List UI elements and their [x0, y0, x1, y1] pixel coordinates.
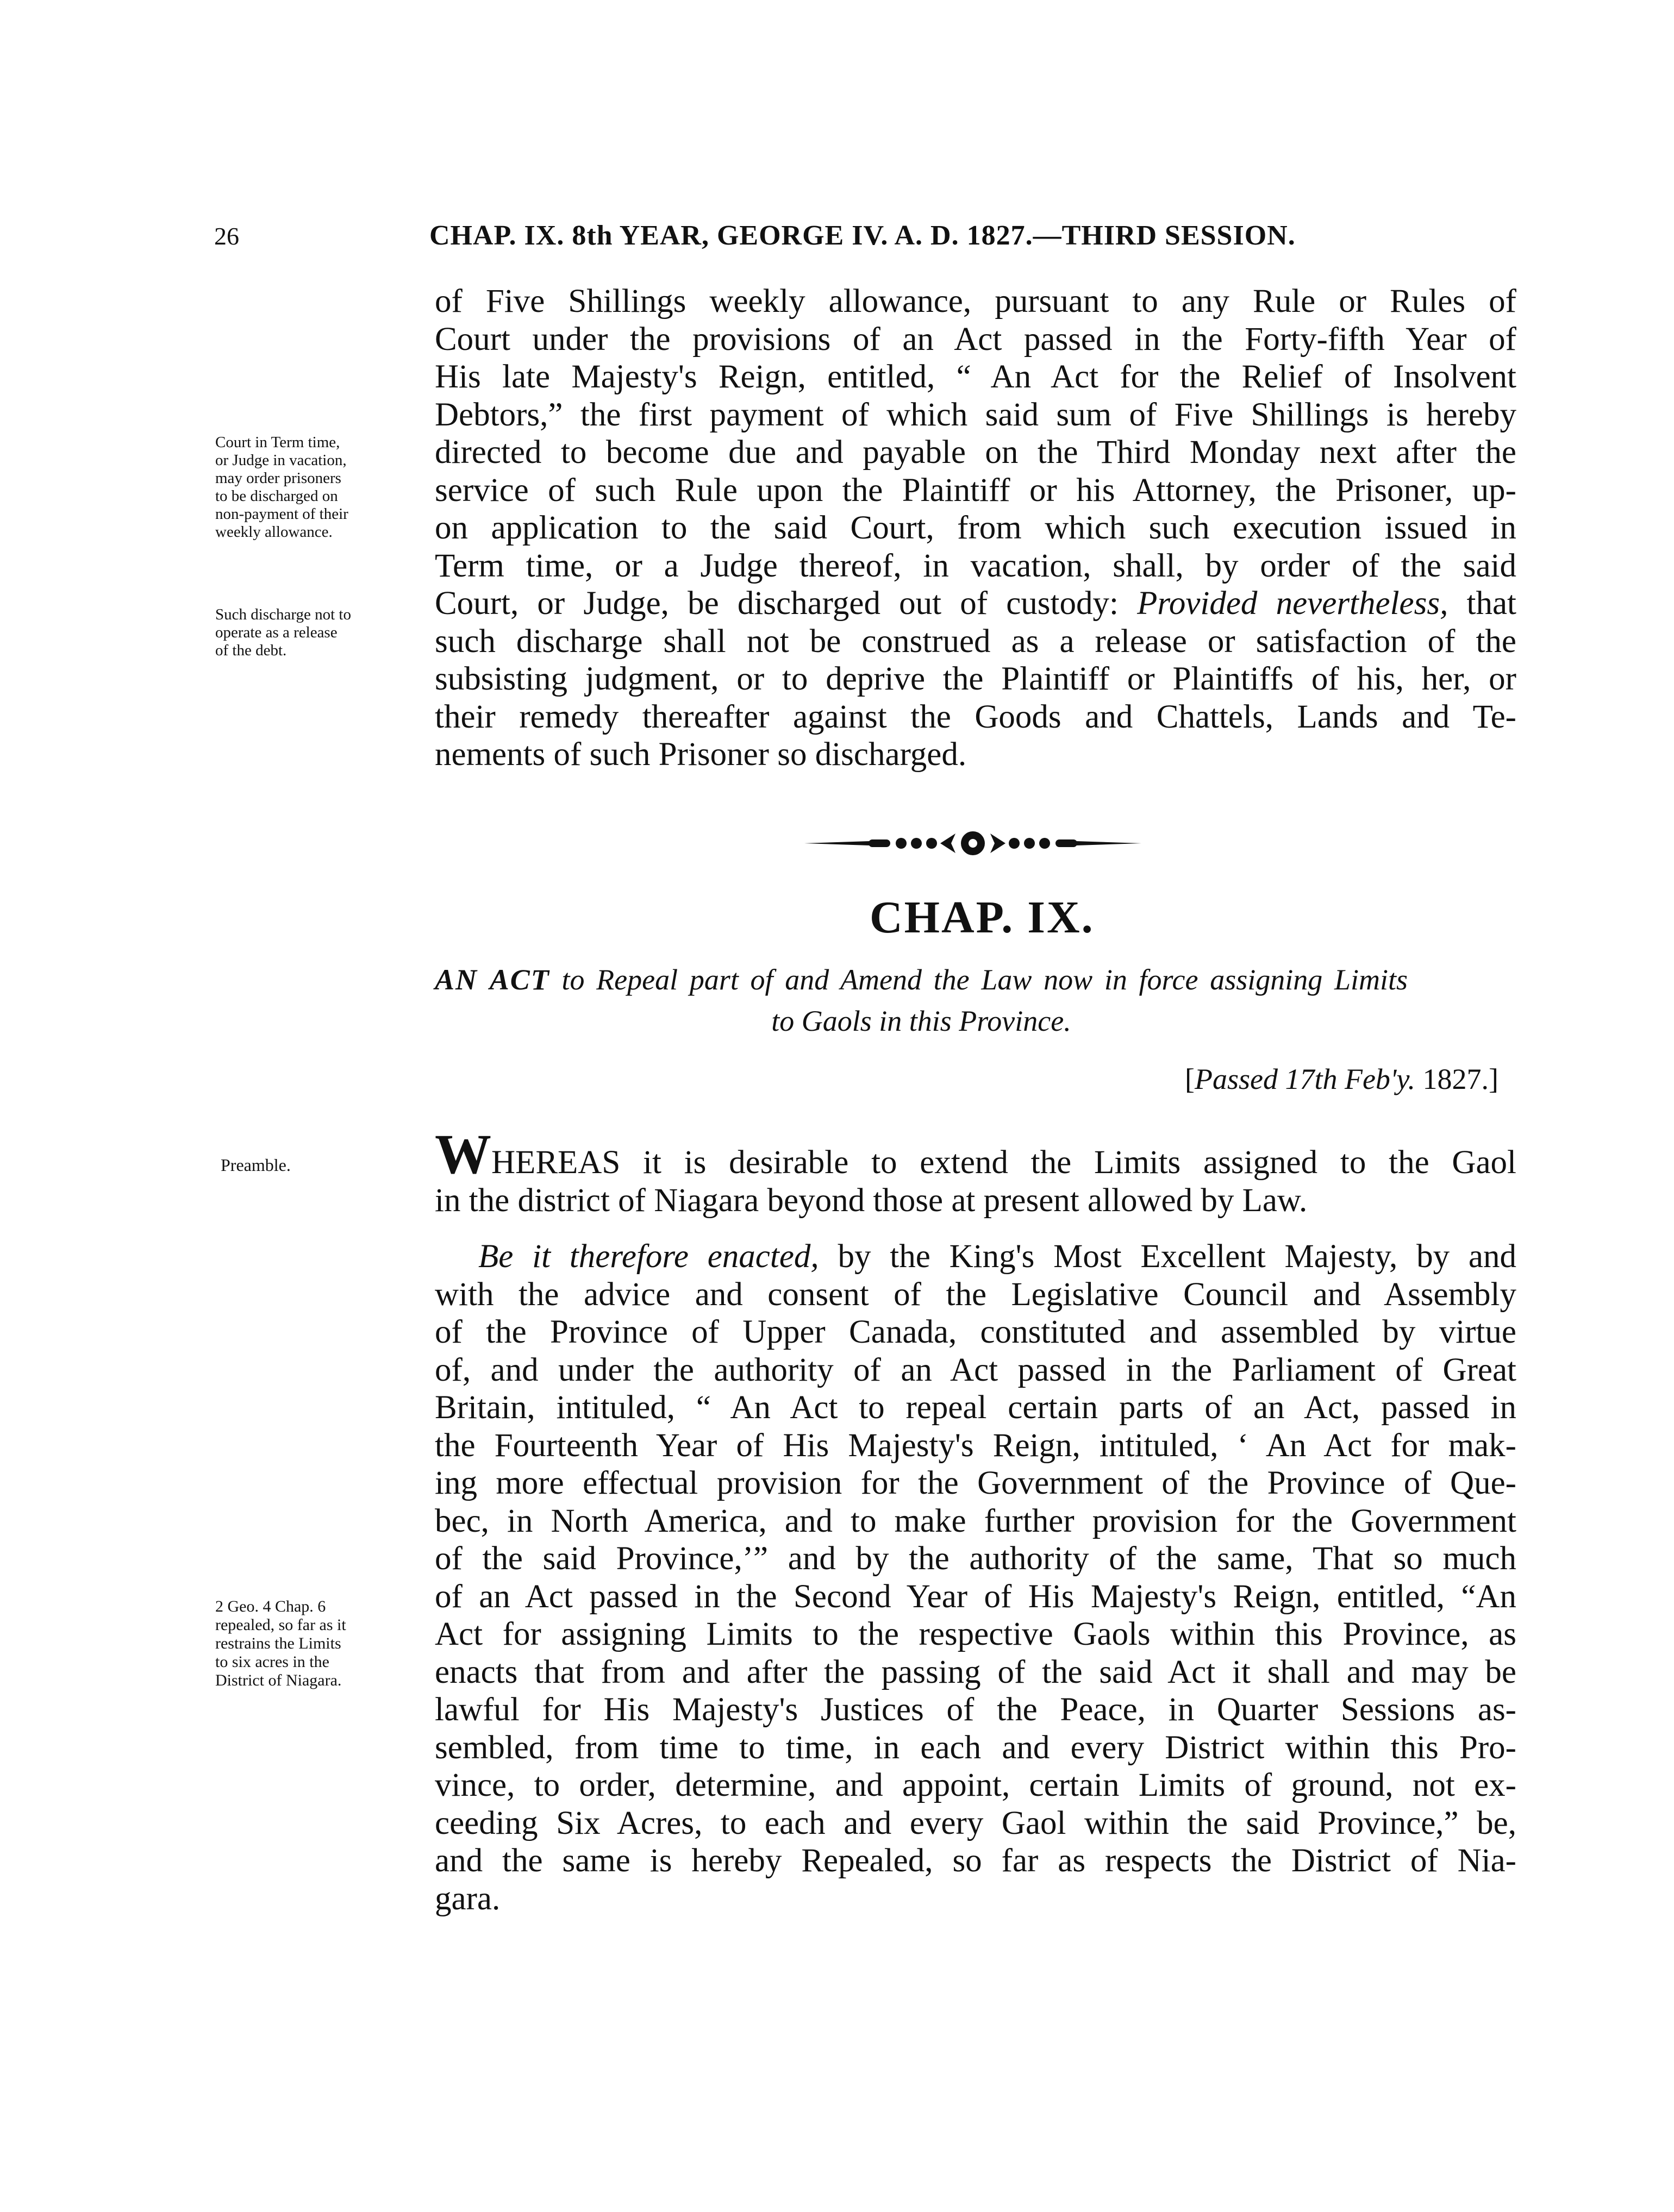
passed-year: 1827.]: [1415, 1063, 1498, 1095]
passed-date: [1185, 1062, 1498, 1096]
act-title: [435, 959, 1408, 1042]
text-line: [435, 1238, 1516, 1276]
margin-note-court-discharge: [215, 434, 348, 541]
text-line: sembled, from time to time, in each and every District within this Pro-: [435, 1729, 1516, 1766]
text-line: ing more effectual provision for the Government of the Province of Que-: [435, 1465, 1516, 1501]
text-line: such discharge shall not be construed as a release or satisfaction of the: [435, 623, 1516, 660]
enacting-clause: Be it therefore enacted,: [478, 1238, 819, 1275]
text-line: of, and under the authority of an Act passed in the Parliament of Great: [435, 1351, 1516, 1388]
preamble-paragraph: [435, 1123, 1516, 1219]
note-line: 2 Geo. 4 Chap. 6: [215, 1597, 326, 1615]
act-title-line: to Gaols in this Province.: [771, 1005, 1071, 1037]
running-head: CHAP. IX. 8th YEAR, GEORGE IV. A. D. 1827.—THIRD SESSION.: [429, 220, 1296, 251]
text-line: vince, to order, determine, and appoint, certain Limits of ground, not ex-: [435, 1767, 1516, 1803]
text-line: service of such Rule upon the Plaintiff or his Attorney, the Prisoner, up-: [435, 472, 1516, 509]
text-line: bec, in North America, and to make further provision for the Government: [435, 1502, 1516, 1539]
drop-cap: W: [435, 1123, 491, 1186]
text-line: Court under the provisions of an Act passed in the Forty-fifth Year of: [435, 321, 1516, 358]
text-line: [435, 585, 1516, 623]
note-line: non-payment of their: [215, 505, 348, 523]
note-line: to be discharged on: [215, 487, 338, 505]
note-line: or Judge in vacation,: [215, 452, 347, 469]
text-line: nements of such Prisoner so discharged.: [435, 736, 967, 773]
enacting-paragraph: [435, 1238, 1516, 1918]
text-line: lawful for His Majesty's Justices of the Peace, in Quarter Sessions as-: [435, 1691, 1516, 1728]
proviso-italic: Provided nevertheless,: [1137, 585, 1448, 622]
margin-note-repeal: [215, 1597, 346, 1690]
text-line: His late Majesty's Reign, entitled, “ An Act for the Relief of Insolvent: [435, 359, 1516, 395]
text-line: with the advice and consent of the Legislative Council and Assembly: [435, 1276, 1516, 1313]
text-line: in the district of Niagara beyond those at present allowed by Law.: [435, 1182, 1308, 1219]
text-segment: Court, or Judge, be discharged out of custody:: [435, 585, 1138, 622]
text-segment: by the King's Most Excellent Majesty, by and: [819, 1238, 1516, 1275]
note-line: to six acres in the: [215, 1653, 329, 1671]
text-line: directed to become due and payable on the Third Monday next after the: [435, 434, 1516, 471]
margin-note-preamble: Preamble.: [221, 1155, 291, 1175]
note-line: Such discharge not to: [215, 606, 351, 623]
margin-note-not-release: [215, 606, 351, 660]
text-line: gara.: [435, 1880, 501, 1917]
ornament-divider-icon: [804, 831, 1141, 855]
text-line: of an Act passed in the Second Year of His Majesty's Reign, entitled, “An: [435, 1578, 1516, 1615]
note-line: District of Niagara.: [215, 1671, 342, 1689]
act-title-line: [435, 959, 1408, 1000]
text-line: Term time, or a Judge thereof, in vacation, shall, by order of the said: [435, 547, 1516, 584]
chapter-title: CHAP. IX.: [870, 892, 1095, 943]
passed-label: Passed 17th Feb'y.: [1194, 1063, 1415, 1095]
text-line: of the Province of Upper Canada, constituted and assembled by virtue: [435, 1314, 1516, 1350]
note-line: weekly allowance.: [215, 523, 333, 541]
top-section: [435, 283, 1516, 774]
note-line: Court in Term time,: [215, 434, 340, 451]
text-line: Act for assigning Limits to the respective Gaols within this Province, as: [435, 1616, 1516, 1652]
text-line: of Five Shillings weekly allowance, pursuant to any Rule or Rules of: [435, 283, 1516, 319]
note-line: repealed, so far as it: [215, 1616, 346, 1634]
text-segment: HEREAS it is desirable to extend the Limits assigned to the Gaol: [491, 1144, 1516, 1181]
text-line: enacts that from and after the passing of the said Act it shall and may be: [435, 1653, 1516, 1690]
text-line: on application to the said Court, from which such execution issued in: [435, 510, 1516, 546]
text-line: ceeding Six Acres, to each and every Gaol within the said Province,” be,: [435, 1804, 1516, 1841]
page-number: 26: [214, 222, 239, 250]
note-line: operate as a release: [215, 624, 338, 641]
note-line: may order prisoners: [215, 469, 341, 487]
note-line: restrains the Limits: [215, 1634, 341, 1652]
act-caps: AN ACT: [435, 963, 550, 996]
note-line: of the debt.: [215, 642, 287, 659]
act-title-segment: to Repeal part of and Amend the Law now in force assigning Limits: [549, 963, 1408, 996]
bracket: [: [1185, 1063, 1195, 1095]
text-line: Britain, intituled, “ An Act to repeal certain parts of an Act, passed in: [435, 1389, 1516, 1426]
text-line: and the same is hereby Repealed, so far as respects the District of Nia-: [435, 1843, 1516, 1879]
text-line: Debtors,” the first payment of which said sum of Five Shillings is hereby: [435, 396, 1516, 433]
text-segment: that: [1448, 585, 1516, 622]
text-line: their remedy thereafter against the Goods and Chattels, Lands and Te-: [435, 698, 1516, 735]
text-line: [435, 1123, 1516, 1186]
text-line: of the said Province,’” and by the authority of the same, That so much: [435, 1540, 1516, 1577]
text-line: the Fourteenth Year of His Majesty's Reign, intituled, ‘ An Act for mak-: [435, 1427, 1516, 1464]
text-line: subsisting judgment, or to deprive the Plaintiff or Plaintiffs of his, her, or: [435, 661, 1516, 697]
